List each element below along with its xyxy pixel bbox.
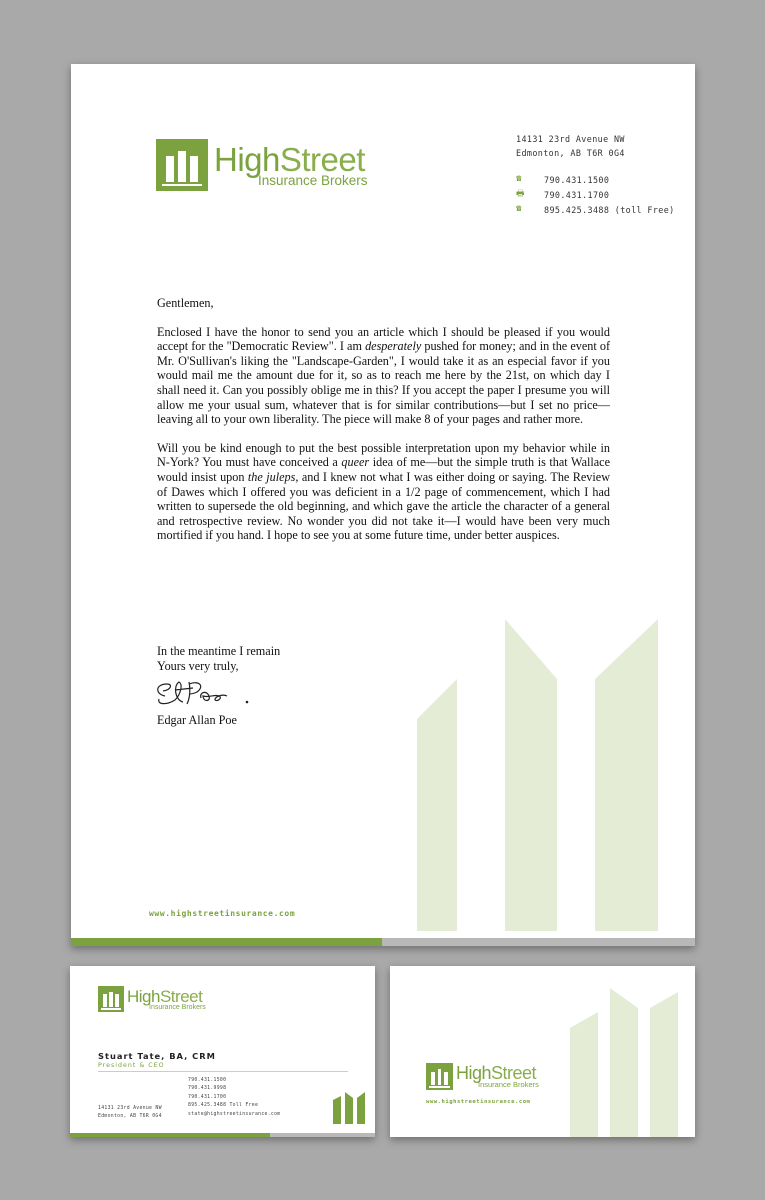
divider bbox=[98, 1071, 348, 1072]
logo-name: HighStreet bbox=[214, 140, 365, 178]
card-address: 14131 23rd Avenue NW Edmonton, AB T6R 0G4 bbox=[98, 1106, 162, 1120]
paragraph-1: Enclosed I have the honor to send you an article which I should be pleased if you would accept for the "Democratic Review". I am desperately pushed for money; and in the event of Mr. O'Sullivan's liking the "Landscape-Garden", I would take it as an especial favor if you would mail me the amount due for it, so as to reach me here by the 21st, on which day I shall need it. Can you possibly oblige me in this? If you accept the paper I presume you will allow me your usual sum, whatever that is for similar contributions—but I set no price—leaving all to your own liberality. The piece will make 8 of your pages and rather more. bbox=[157, 324, 610, 427]
tollfree-line: ☎ 895.425.3488 (toll Free) bbox=[516, 204, 675, 215]
card-email[interactable]: state@highstreetinsurance.com bbox=[188, 1111, 281, 1117]
address-line1: 14131 23rd Avenue NW bbox=[516, 134, 625, 144]
card-website[interactable]: www.highstreetinsurance.com bbox=[426, 1099, 531, 1105]
signer-name: Edgar Allan Poe bbox=[157, 713, 237, 727]
person-title: President & CEO bbox=[98, 1062, 165, 1069]
footer-bar-green bbox=[71, 938, 382, 946]
card-phones: 790.431.1500 790.431.9998 790.431.1700 895.425.3488 Toll Free state@highstreetinsurance.com bbox=[188, 1077, 280, 1119]
logo-tagline: Insurance Brokers bbox=[258, 172, 368, 188]
logo-tagline: Insurance Brokers bbox=[478, 1080, 539, 1090]
signature bbox=[149, 672, 269, 712]
card-back-logo bbox=[426, 1063, 539, 1090]
address-line2: Edmonton, AB T6R 0G4 bbox=[516, 148, 625, 158]
decorative-towers bbox=[417, 619, 662, 931]
business-card-back bbox=[390, 966, 695, 1137]
closing: In the meantime I remain Yours very truly, bbox=[157, 644, 281, 673]
website[interactable]: www.highstreetinsurance.com bbox=[149, 909, 296, 918]
logo-tagline: Insurance Brokers bbox=[149, 1003, 206, 1011]
logo-name: HighStreet bbox=[127, 986, 203, 1006]
telephone-icon: ☎ bbox=[516, 204, 522, 214]
card-logo bbox=[98, 986, 206, 1012]
telephone-icon: ☎ bbox=[516, 174, 522, 184]
card-bar-gray bbox=[270, 1133, 375, 1137]
letter-body bbox=[157, 296, 610, 557]
fax-line: 🖶 790.431.1700 bbox=[516, 189, 610, 200]
letterhead-contact bbox=[516, 134, 675, 217]
logo-mark-icon bbox=[98, 986, 124, 1012]
tower-mark-icon bbox=[333, 1092, 365, 1124]
salutation: Gentlemen, bbox=[157, 296, 214, 310]
logo-mark-icon bbox=[156, 139, 208, 191]
decorative-towers bbox=[570, 988, 680, 1137]
person-name: Stuart Tate, BA, CRM bbox=[98, 1051, 216, 1061]
letterhead-sheet bbox=[71, 64, 695, 946]
logo-mark-icon bbox=[426, 1063, 453, 1090]
phone-line: ☎ 790.431.1500 bbox=[516, 174, 610, 185]
logo-name: HighStreet bbox=[456, 1063, 537, 1084]
letterhead-logo bbox=[156, 139, 368, 191]
fax-icon: 🖶 bbox=[516, 189, 525, 199]
card-bar-green bbox=[70, 1133, 270, 1137]
business-card-front bbox=[70, 966, 375, 1137]
paragraph-2: Will you be kind enough to put the best possible interpretation upon my behavior while in N-York? You must have conceived a queer idea of me—but the simple truth is that Wallace would insist upon the juleps, and I knew not what I was either doing or saying. The Review of Dawes which I offered you was deficient in a 1/2 page of commencement, which I had written to supersede the old beginning, and which gave the article the character of a general and retrospective review. No wonder you did not take it—I would have been very much mortified if you hand. I hope to see you at some future time, under better auspices. bbox=[157, 440, 610, 543]
footer-bar-gray bbox=[382, 938, 695, 946]
